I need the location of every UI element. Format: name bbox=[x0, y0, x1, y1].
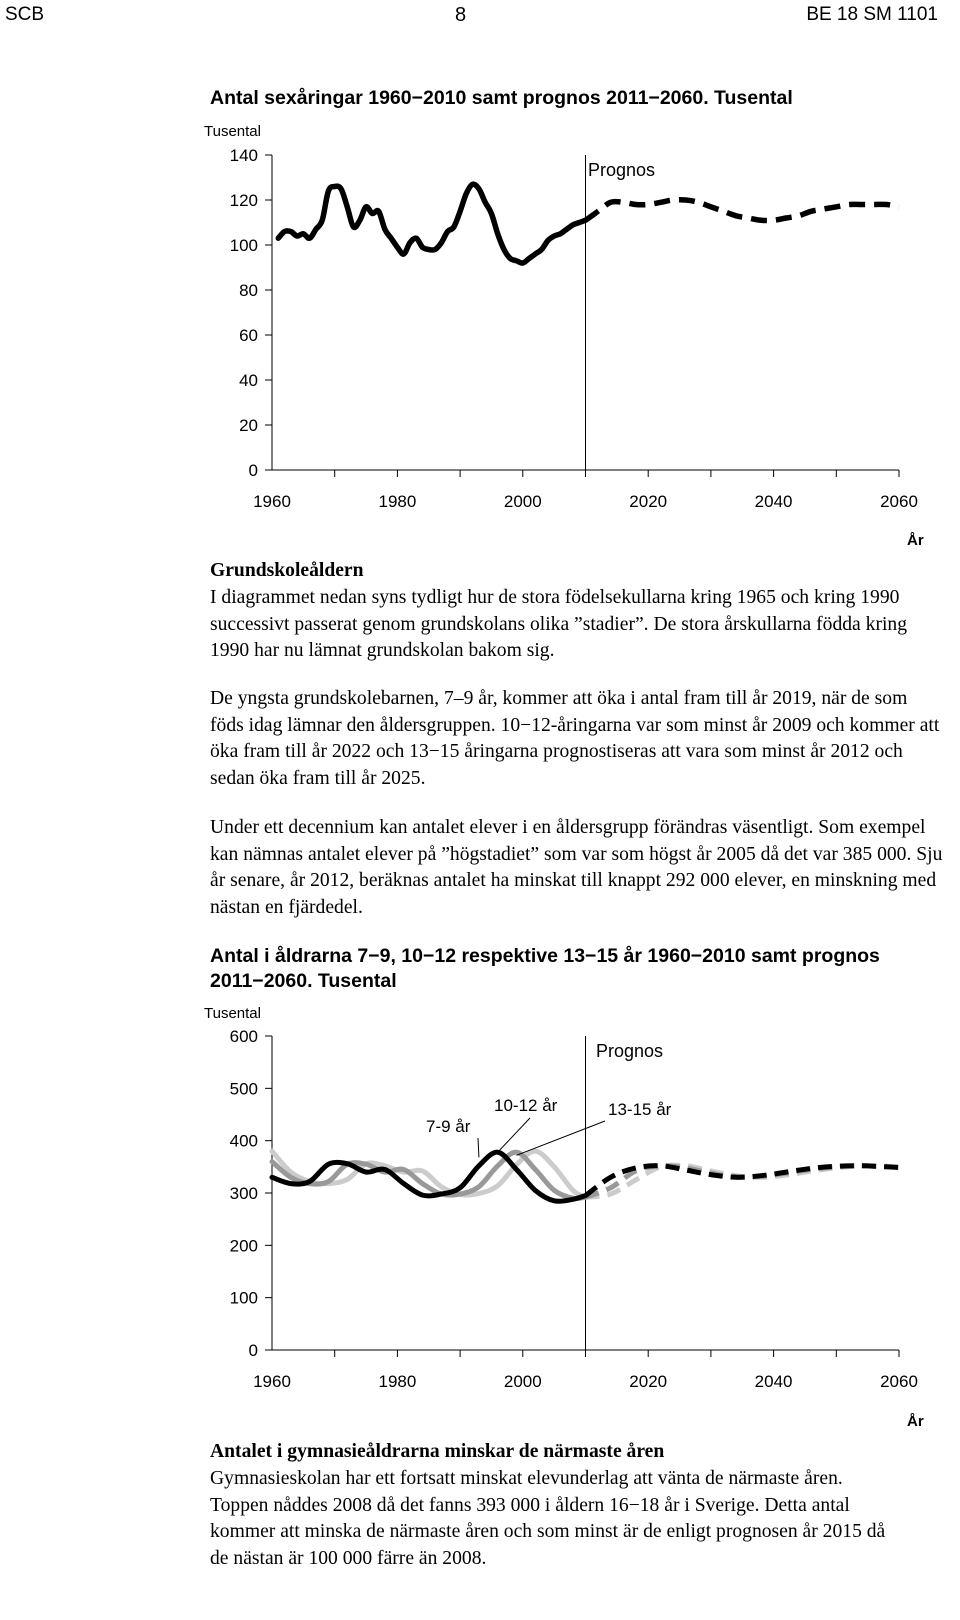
series-label: 7-9 år bbox=[426, 1117, 471, 1136]
y-tick-label: 100 bbox=[229, 1288, 258, 1308]
y-tick-label: 20 bbox=[239, 416, 258, 435]
y-tick-label: 300 bbox=[229, 1184, 258, 1203]
y-tick-label: 140 bbox=[229, 146, 258, 165]
y-tick-label: 60 bbox=[239, 326, 258, 345]
series-label: 10-12 år bbox=[494, 1096, 558, 1115]
section1-paragraph-1: I diagrammet nedan syns tydligt hur de stora födelsekullarna kring 1965 och kring 1990 successivt passerat genom grundskolans olika ”stadier”. De stora årskullarna födda kring 1990 har nu lämnat grundskolan bakom sig. bbox=[210, 587, 908, 661]
y-tick-label: 600 bbox=[229, 1027, 258, 1046]
y-tick-label: 500 bbox=[229, 1079, 258, 1099]
series-label-pointer bbox=[517, 1121, 605, 1155]
prognos-label: Prognos bbox=[588, 160, 656, 180]
header-right: BE 18 SM 1101 bbox=[806, 4, 938, 25]
series-label-pointer bbox=[498, 1118, 530, 1152]
y-tick-label: 0 bbox=[248, 461, 258, 480]
y-axis-unit: Tusental bbox=[204, 123, 261, 140]
section1-paragraph-2: De yngsta grundskolebarnen, 7–9 år, kommer att öka i antal fram till år 2019, när de som föds idag lämnar den åldersgruppen. 10−12-åringarna var som minst år 2009 och kommer att öka fram till år 2022 och 13−15 åringarna prognostiseras att vara som minst år 2012 och sedan öka fram till år 2025. bbox=[210, 688, 940, 789]
y-tick-label: 40 bbox=[239, 371, 258, 390]
y-tick-label: 400 bbox=[229, 1131, 258, 1151]
x-tick-label: 2060 bbox=[880, 1372, 918, 1391]
x-tick-label: 1960 bbox=[253, 1372, 291, 1391]
x-tick-label: 1960 bbox=[253, 492, 291, 511]
page-number: 8 bbox=[455, 4, 467, 26]
x-axis-label: År bbox=[907, 532, 924, 549]
x-tick-label: 1980 bbox=[378, 1372, 417, 1391]
x-tick-label: 2000 bbox=[503, 492, 542, 511]
series-label-pointer bbox=[478, 1138, 479, 1157]
y-tick-label: 0 bbox=[248, 1341, 258, 1360]
section2-heading: Antalet i gymnasieåldrarna minskar de närmaste åren bbox=[210, 1441, 665, 1462]
section1-paragraph-3: Under ett decennium kan antalet elever i en åldersgrupp förändras väsentligt. Som exempel kan nämnas antalet elever på ”högstadiet” som var som högst år 2005 då det var 385 000. Sju år senare, år 2012, beräknas antalet ha minskat till knappt 292 000 elever, en minskning med nästan en fjärdedel. bbox=[210, 817, 943, 918]
y-tick-label: 100 bbox=[229, 236, 258, 255]
x-tick-label: 1980 bbox=[378, 492, 417, 511]
prognos-label: Prognos bbox=[596, 1041, 664, 1061]
section1-heading: Grundskoleåldern bbox=[210, 560, 364, 581]
x-tick-label: 2020 bbox=[629, 1372, 668, 1391]
x-axis-label: År bbox=[907, 1413, 924, 1430]
y-axis-unit: Tusental bbox=[204, 1005, 261, 1022]
x-tick-label: 2060 bbox=[880, 492, 918, 511]
x-tick-label: 2040 bbox=[754, 492, 793, 511]
section2-paragraph: Gymnasieskolan har ett fortsatt minskat elevunderlag att vänta de närmaste åren. Toppen nåddes 2008 då det fanns 393 000 i åldern 16−18 år i Sverige. Detta antal kommer att minska de närmaste åren och som minst är de enligt prognosen år 2015 då de nästan är 100 000 färre än 2008. bbox=[210, 1468, 886, 1569]
chart2-title: Antal i åldrarna 7−9, 10−12 respektive 13−15 år 1960−2010 samt prognos 2011−2060. Tusental bbox=[210, 945, 880, 992]
y-tick-label: 120 bbox=[229, 191, 258, 210]
y-tick-label: 80 bbox=[239, 281, 258, 300]
x-tick-label: 2000 bbox=[503, 1372, 542, 1391]
series-label: 13-15 år bbox=[608, 1100, 672, 1119]
x-tick-label: 2040 bbox=[754, 1372, 793, 1391]
y-tick-label: 200 bbox=[229, 1236, 258, 1256]
x-tick-label: 2020 bbox=[629, 492, 668, 511]
chart1-title: Antal sexåringar 1960−2010 samt prognos 2011−2060. Tusental bbox=[210, 87, 793, 109]
header-left: SCB bbox=[5, 4, 45, 25]
